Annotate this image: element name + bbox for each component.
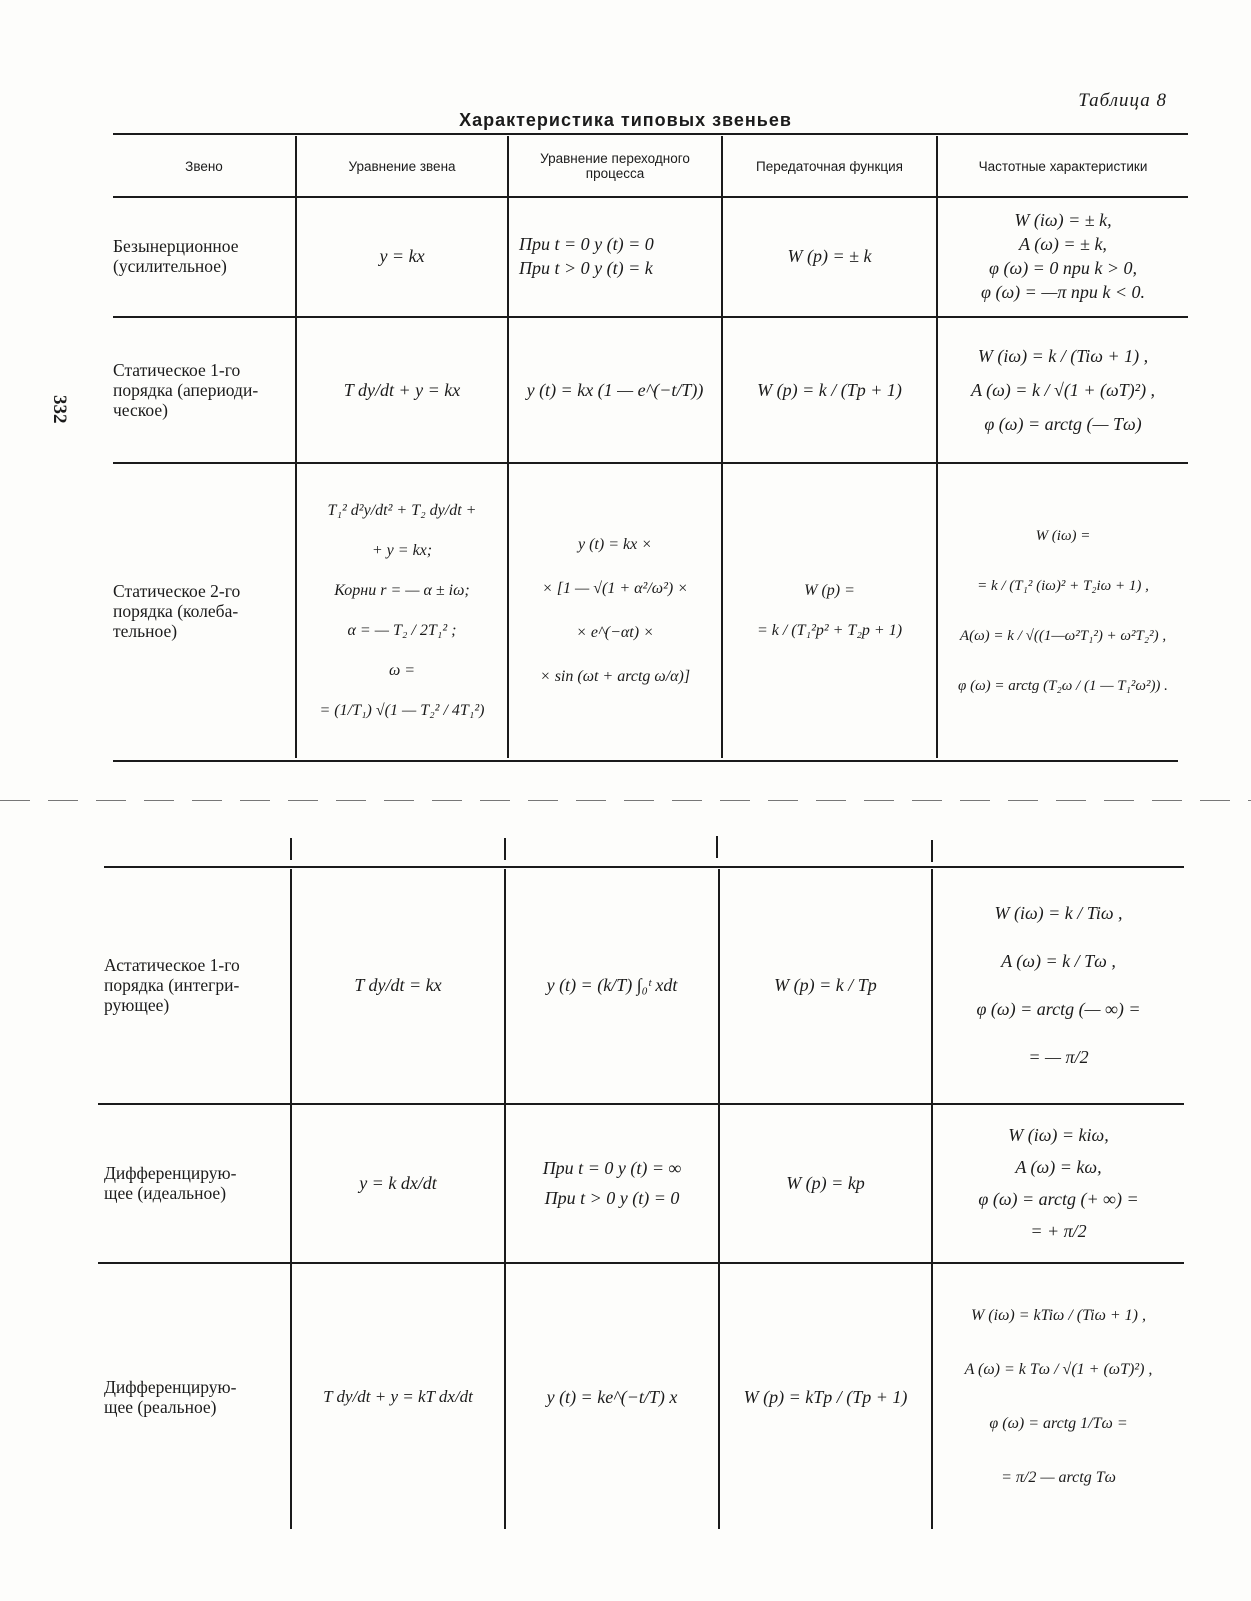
row-frequency: W (iω) = kTiω / (Tiω + 1) , A (ω) = k Tω / √(1 + (ωT)²) , φ (ω) = arctg 1/Tω = = π/2 — arctg Tω <box>964 1307 1153 1486</box>
row-transient: При t = 0 y (t) = ∞ При t > 0 y (t) = 0 <box>542 1158 682 1208</box>
row-divider <box>113 316 1188 318</box>
row-divider <box>113 462 1188 464</box>
row-transient: При t = 0 y (t) = 0 При t > 0 y (t) = k <box>519 234 654 278</box>
column-tick <box>716 836 718 858</box>
row-equation: T dy/dt + y = kx <box>343 380 461 400</box>
row-name: Статическое 2-го порядка (колеба- тельное) <box>113 581 241 641</box>
header-bottom-rule <box>113 196 1188 198</box>
row-transient: y (t) = (k/T) ∫₀ᵗ xdt <box>546 975 678 995</box>
row-name: Безынерционное (усилительное) <box>113 236 239 276</box>
row-transfer: W (p) = ± k <box>787 246 872 266</box>
row-name: Статическое 1-го порядка (апериоди- ческое) <box>113 360 259 420</box>
row-frequency: W (iω) = ± k, A (ω) = ± k, φ (ω) = 0 при k > 0, φ (ω) = —π при k < 0. <box>981 210 1145 302</box>
row-name: Дифференцирую- щее (реальное) <box>104 1377 237 1417</box>
row-transient: y (t) = kx (1 — e^(−t/T)) <box>526 380 704 400</box>
table-top-rule <box>104 866 1184 868</box>
row-equation: T dy/dt = kx <box>354 975 442 995</box>
row-transfer: W (p) = k / Tp <box>774 975 877 995</box>
row-divider <box>98 1262 1184 1264</box>
row-equation: y = kx <box>379 246 425 266</box>
row-equation: y = k dx/dt <box>359 1173 437 1193</box>
row-frequency: W (iω) = k / (Tiω + 1) , A (ω) = k / √(1 + (ωT)²) , φ (ω) = arctg (— Tω) <box>970 346 1156 434</box>
table-bottom-rule <box>113 760 1178 762</box>
row-frequency: W (iω) = = k / (T₁² (iω)² + T₂iω + 1) , A(ω) = k / √((1—ω²T₁²) + ω²T₂²) , φ (ω) = arctg (T₂ω / (1 — T₁²ω²)) . <box>958 528 1168 694</box>
header-zveno: Звено <box>185 158 223 174</box>
column-tick <box>290 838 292 860</box>
row-frequency: W (iω) = k / Tiω , A (ω) = k / Tω , φ (ω) = arctg (— ∞) = = — π/2 <box>976 903 1141 1067</box>
row-transfer: W (p) = k / (Tp + 1) <box>757 380 902 400</box>
table-label: Таблица 8 <box>1078 90 1167 111</box>
column-tick <box>931 840 933 862</box>
header-transient: Уравнение переходного процесса <box>540 151 690 181</box>
header-equation: Уравнение звена <box>348 158 456 174</box>
table-top-rule <box>113 133 1188 135</box>
column-tick <box>504 838 506 860</box>
row-equation: T₁² d²y/dt² + T₂ dy/dt + + y = kx; Корни r = — α ± iω; α = — T₂ / 2T₁² ; ω = = (1/T₁) √(1 — T₂² / 4T₁²) <box>319 502 485 719</box>
scan-cut-line <box>0 800 1251 801</box>
row-transient: y (t) = ke^(−t/T) x <box>546 1387 678 1407</box>
row-frequency: W (iω) = kiω, A (ω) = kω, φ (ω) = arctg (+ ∞) = = + π/2 <box>978 1125 1139 1241</box>
page-number: 332 <box>49 395 70 424</box>
table-title: Характеристика типовых звеньев <box>459 110 792 130</box>
header-frequency: Частотные характеристики <box>978 158 1148 174</box>
row-transfer: W (p) = = k / (T₁²p² + T₂p + 1) <box>756 582 903 639</box>
row-transient: y (t) = kx × × [1 — √(1 + α²/ω²) × × e^(−αt) × × sin (ωt + arctg ω/α)] <box>539 536 691 685</box>
row-name: Дифференцирую- щее (идеальное) <box>104 1163 237 1203</box>
row-equation: T dy/dt + y = kT dx/dt <box>323 1387 473 1406</box>
row-divider <box>98 1103 1184 1105</box>
row-name: Астатическое 1-го порядка (интегри- рующее) <box>104 955 240 1015</box>
row-transfer: W (p) = kp <box>786 1173 865 1193</box>
row-transfer: W (p) = kTp / (Tp + 1) <box>743 1387 908 1407</box>
header-transfer: Передаточная функция <box>756 158 903 174</box>
